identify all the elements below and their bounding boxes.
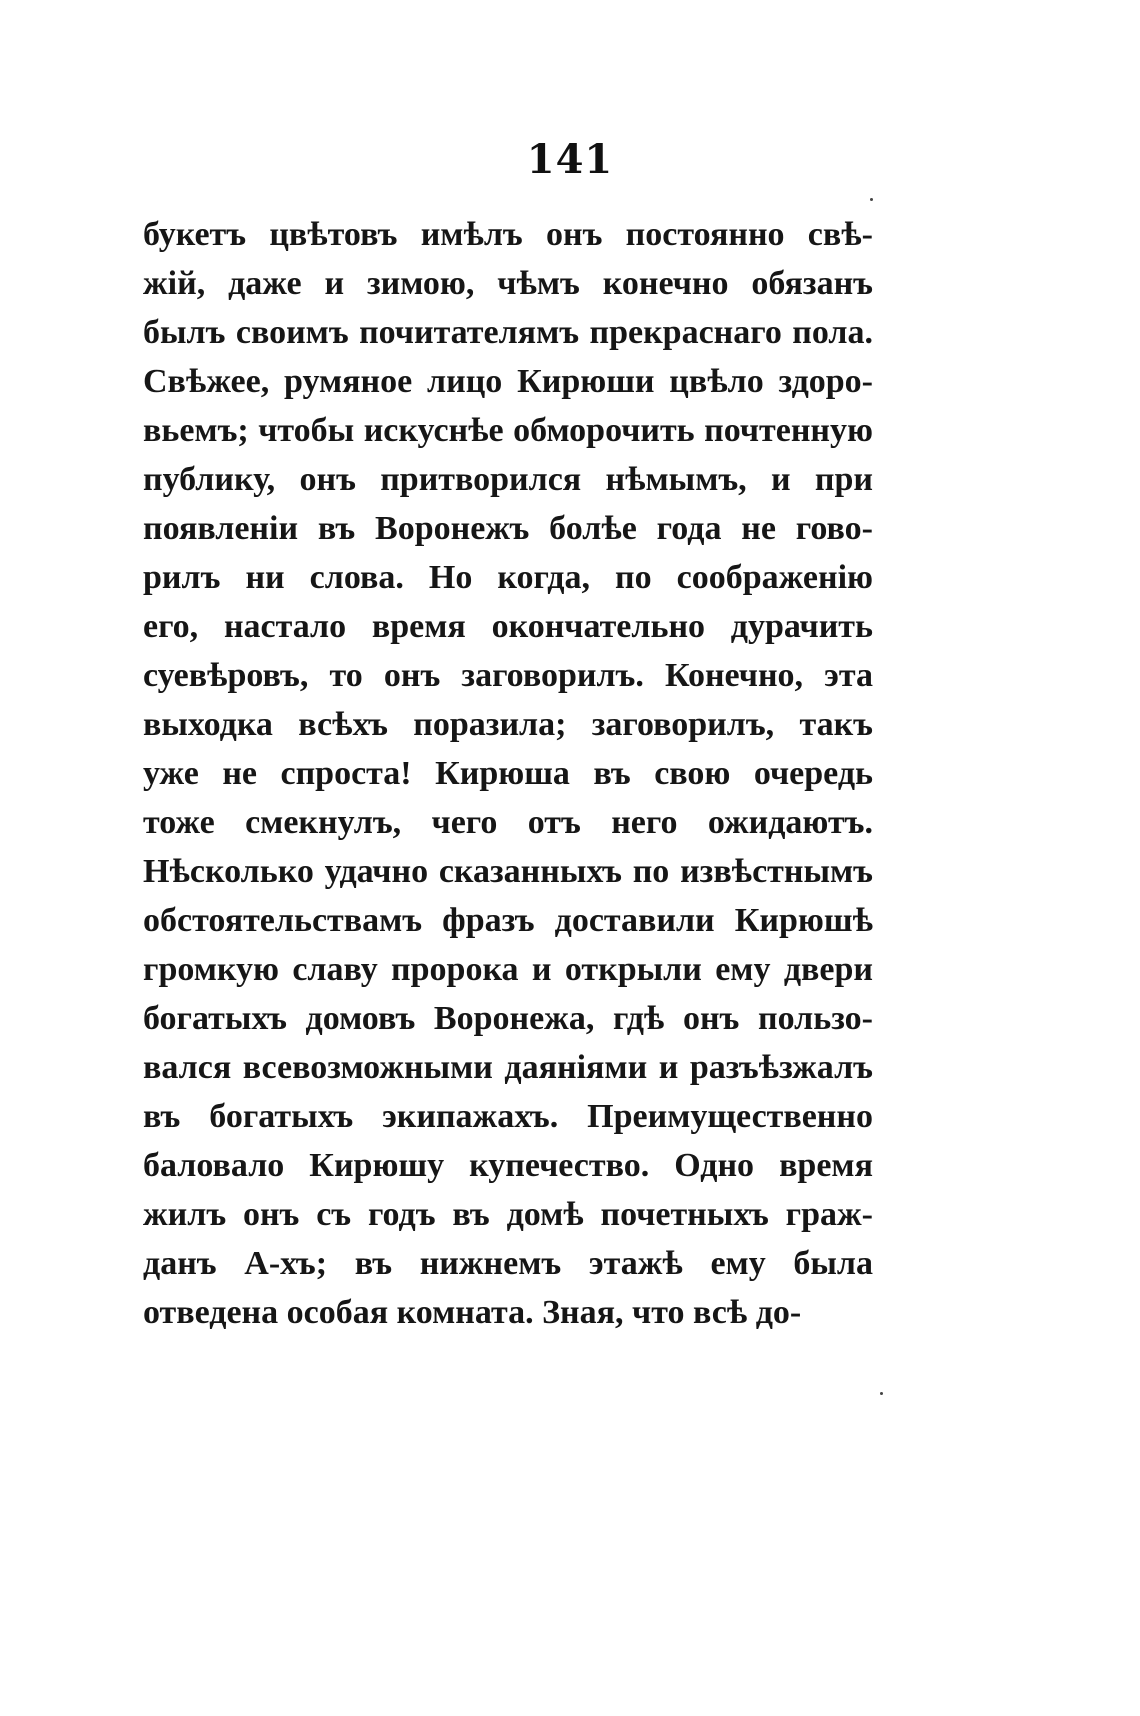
- text-line: букетъ цвѣтовъ имѣлъ онъ постоянно свѣ-: [143, 216, 873, 253]
- text-line: въ богатыхъ экипажахъ. Преимущественно: [143, 1098, 873, 1135]
- text-line: выходка всѣхъ поразила; заговорилъ, такъ: [143, 706, 873, 743]
- text-line: его, настало время окончательно дурачить: [143, 608, 873, 645]
- text-line: жій, даже и зимою, чѣмъ конечно обязанъ: [143, 265, 873, 302]
- text-line: громкую славу пророка и открыли ему двери: [143, 951, 873, 988]
- text-line: обстоятельствамъ фразъ доставили Кирюшѣ: [143, 902, 873, 939]
- scan-speck: [880, 1392, 883, 1395]
- text-line: уже не спроста! Кирюша въ свою очередь: [143, 755, 873, 792]
- text-line: отведена особая комната. Зная, что всѣ до-: [143, 1294, 802, 1331]
- text-line: баловало Кирюшу купечество. Одно время: [143, 1147, 873, 1184]
- page-number: 141: [526, 136, 614, 183]
- text-line: рилъ ни слова. Но когда, по соображенію: [143, 559, 873, 596]
- text-line: Нѣсколько удачно сказанныхъ по извѣстнымъ: [143, 853, 873, 890]
- body-text: [143, 210, 873, 1337]
- text-line: богатыхъ домовъ Воронежа, гдѣ онъ пользо-: [143, 1000, 873, 1037]
- text-line: появленіи въ Воронежъ болѣе года не гово-: [143, 510, 873, 547]
- text-line: вался всевозможными даяніями и разъѣзжалъ: [143, 1049, 873, 1086]
- text-line: жилъ онъ съ годъ въ домѣ почетныхъ граж-: [143, 1196, 873, 1233]
- text-line: суевѣровъ, то онъ заговорилъ. Конечно, эта: [143, 657, 873, 694]
- text-line: былъ своимъ почитателямъ прекраснаго пола.: [143, 314, 873, 351]
- text-line: публику, онъ притворился нѣмымъ, и при: [143, 461, 873, 498]
- text-line: Свѣжее, румяное лицо Кирюши цвѣло здоро-: [143, 363, 873, 400]
- scan-speck: [870, 198, 873, 201]
- text-line: данъ А-хъ; въ нижнемъ этажѣ ему была: [143, 1245, 873, 1282]
- text-line: тоже смекнулъ, чего отъ него ожидаютъ.: [143, 804, 873, 841]
- text-line: вьемъ; чтобы искуснѣе обморочить почтенную: [143, 412, 873, 449]
